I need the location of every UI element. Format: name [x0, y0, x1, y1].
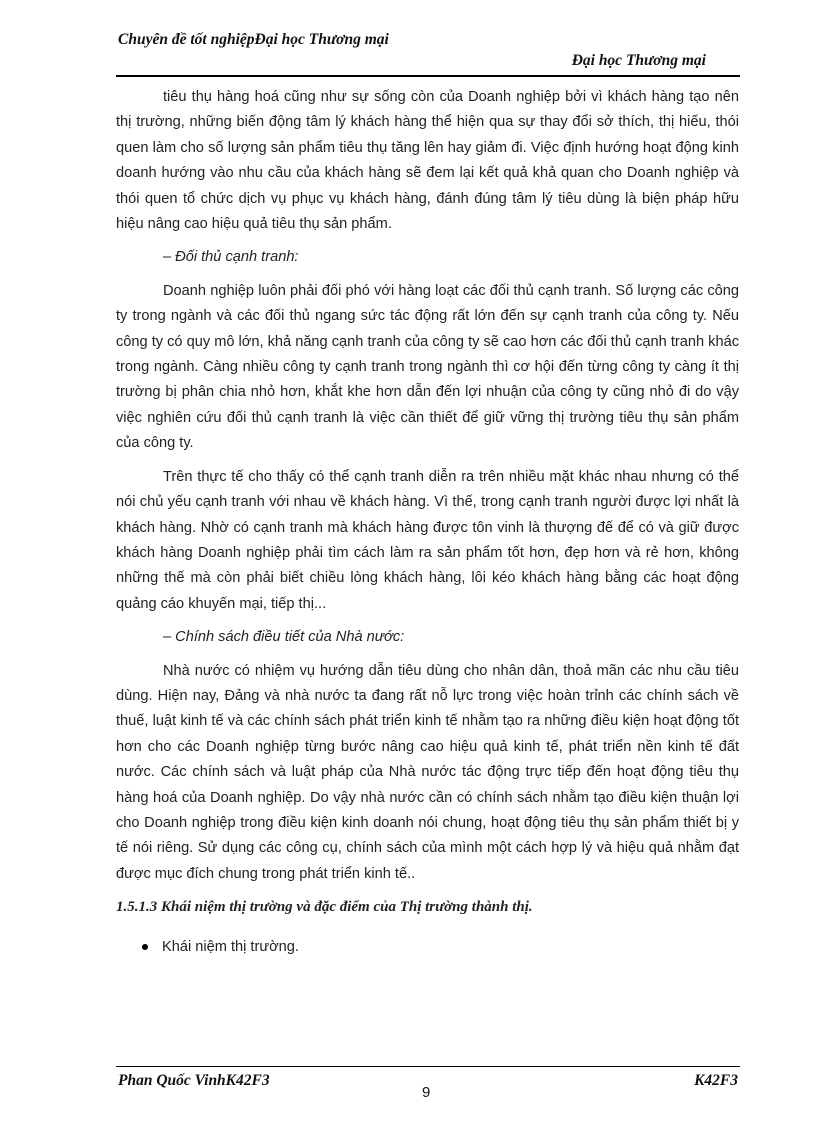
bullet-text: Khái niệm thị trường.	[162, 938, 299, 955]
footer-class-code: K42F3	[694, 1072, 738, 1089]
footer-divider	[116, 1066, 740, 1067]
section-heading: 1.5.1.3 Khái niệm thị trường và đặc điểm của Thị trường thành thị.	[116, 899, 533, 916]
paragraph-competition-reality: Trên thực tế cho thấy có thể cạnh tranh diễn ra trên nhiều mặt khác nhau nhưng có thể nói chủ yếu cạnh tranh với nhau về khách hàng. Vì thế, trong cạnh tranh người được lợi nhất là khách hàng. Nhờ có cạnh tranh mà khách hàng được tôn vinh là thượng đế để có và giữ được khách hàng Doanh nghiệp phải tìm cách làm ra sản phẩm tốt hơn, đẹp hơn và rẻ hơn, không những thế mà còn phải biết chiều lòng khách hàng, lôi kéo khách hàng bằng các hoạt động quảng cáo khuyến mại, tiếp thị...	[116, 468, 739, 612]
page-number: 9	[422, 1084, 431, 1101]
paragraph-customers: tiêu thụ hàng hoá cũng như sự sống còn của Doanh nghiệp bởi vì khách hàng tạo nên thị trường, những biến động tâm lý khách hàng thể hiện qua sự thay đổi sở thích, thị hiếu, thói quen làm cho số lượng sản phẩm tiêu thụ tăng lên hay giảm đi. Việc định hướng hoạt động kinh doanh hướng vào nhu cầu của khách hàng sẽ đem lại kết quả khả quan cho Doanh nghiệp và thói quen tổ chức dịch vụ phục vụ khách hàng, đánh đúng tâm lý tiêu dùng là biện pháp hữu hiệu nâng cao hiệu quả tiêu thụ sản phẩm.	[116, 89, 739, 233]
footer-author: Phan Quốc VinhK42F3	[118, 1072, 270, 1089]
bullet-icon	[142, 944, 148, 950]
document-body	[116, 85, 739, 960]
bullet-list-item	[142, 935, 739, 960]
paragraph-competitors: Doanh nghiệp luôn phải đối phó với hàng loạt các đối thủ cạnh tranh. Số lượng các công ty trong ngành và các đối thủ ngang sức tác động rất lớn đến sự cạnh tranh của công ty. Nếu công ty có quy mô lớn, khả năng cạnh tranh của công ty sẽ cao hơn các đối thủ cạnh tranh khác trong ngành. Càng nhiều công ty cạnh tranh trong ngành thì cơ hội đến từng công ty càng ít thị trường bị phân chia nhỏ hơn, khắt khe hơn dẫn đến lợi nhuận của công ty cũng nhỏ đi do vậy việc nghiên cứu đối thủ cạnh tranh là việc cần thiết để giữ vững thị trường tiêu thụ sản phẩm của công ty.	[116, 282, 739, 452]
header-right-title: Đại học Thương mại	[571, 52, 706, 69]
subheading-state-policy: – Chính sách điều tiết của Nhà nước:	[163, 629, 405, 646]
paragraph-state-policy: Nhà nước có nhiệm vụ hướng dẫn tiêu dùng cho nhân dân, thoả mãn các nhu cầu tiêu dùng. Hiện nay, Đảng và nhà nước ta đang rất nỗ lực trong việc hoàn trỉnh các chính sách về thuế, luật kinh tế và các chính sách phát triển kinh tế nhằm tạo ra những điều kiện hoạt động tốt hơn cho các Doanh nghiệp từng bước nâng cao hiệu quả kinh tế, phát triển nền kinh tế đất nước. Các chính sách và luật pháp của Nhà nước tác động trực tiếp đến hoạt động tiêu thụ hàng hoá của Doanh nghiệp. Do vậy nhà nước cần có chính sách nhằm tạo điều kiện thuận lợi cho Doanh nghiệp trong điều kiện kinh doanh nói chung, hoạt động tiêu thụ sản phẩm thiết bị y tế nói riêng. Sử dụng các công cụ, chính sách của mình một cách hợp lý và hiệu quả nhằm đạt được mục đích chung trong phát triển kinh tế..	[116, 662, 739, 882]
header-left-title: Chuyên đề tốt nghiệpĐại học Thương mại	[118, 31, 389, 48]
subheading-competitors: – Đối thủ cạnh tranh:	[163, 249, 299, 266]
header-divider	[116, 75, 740, 77]
